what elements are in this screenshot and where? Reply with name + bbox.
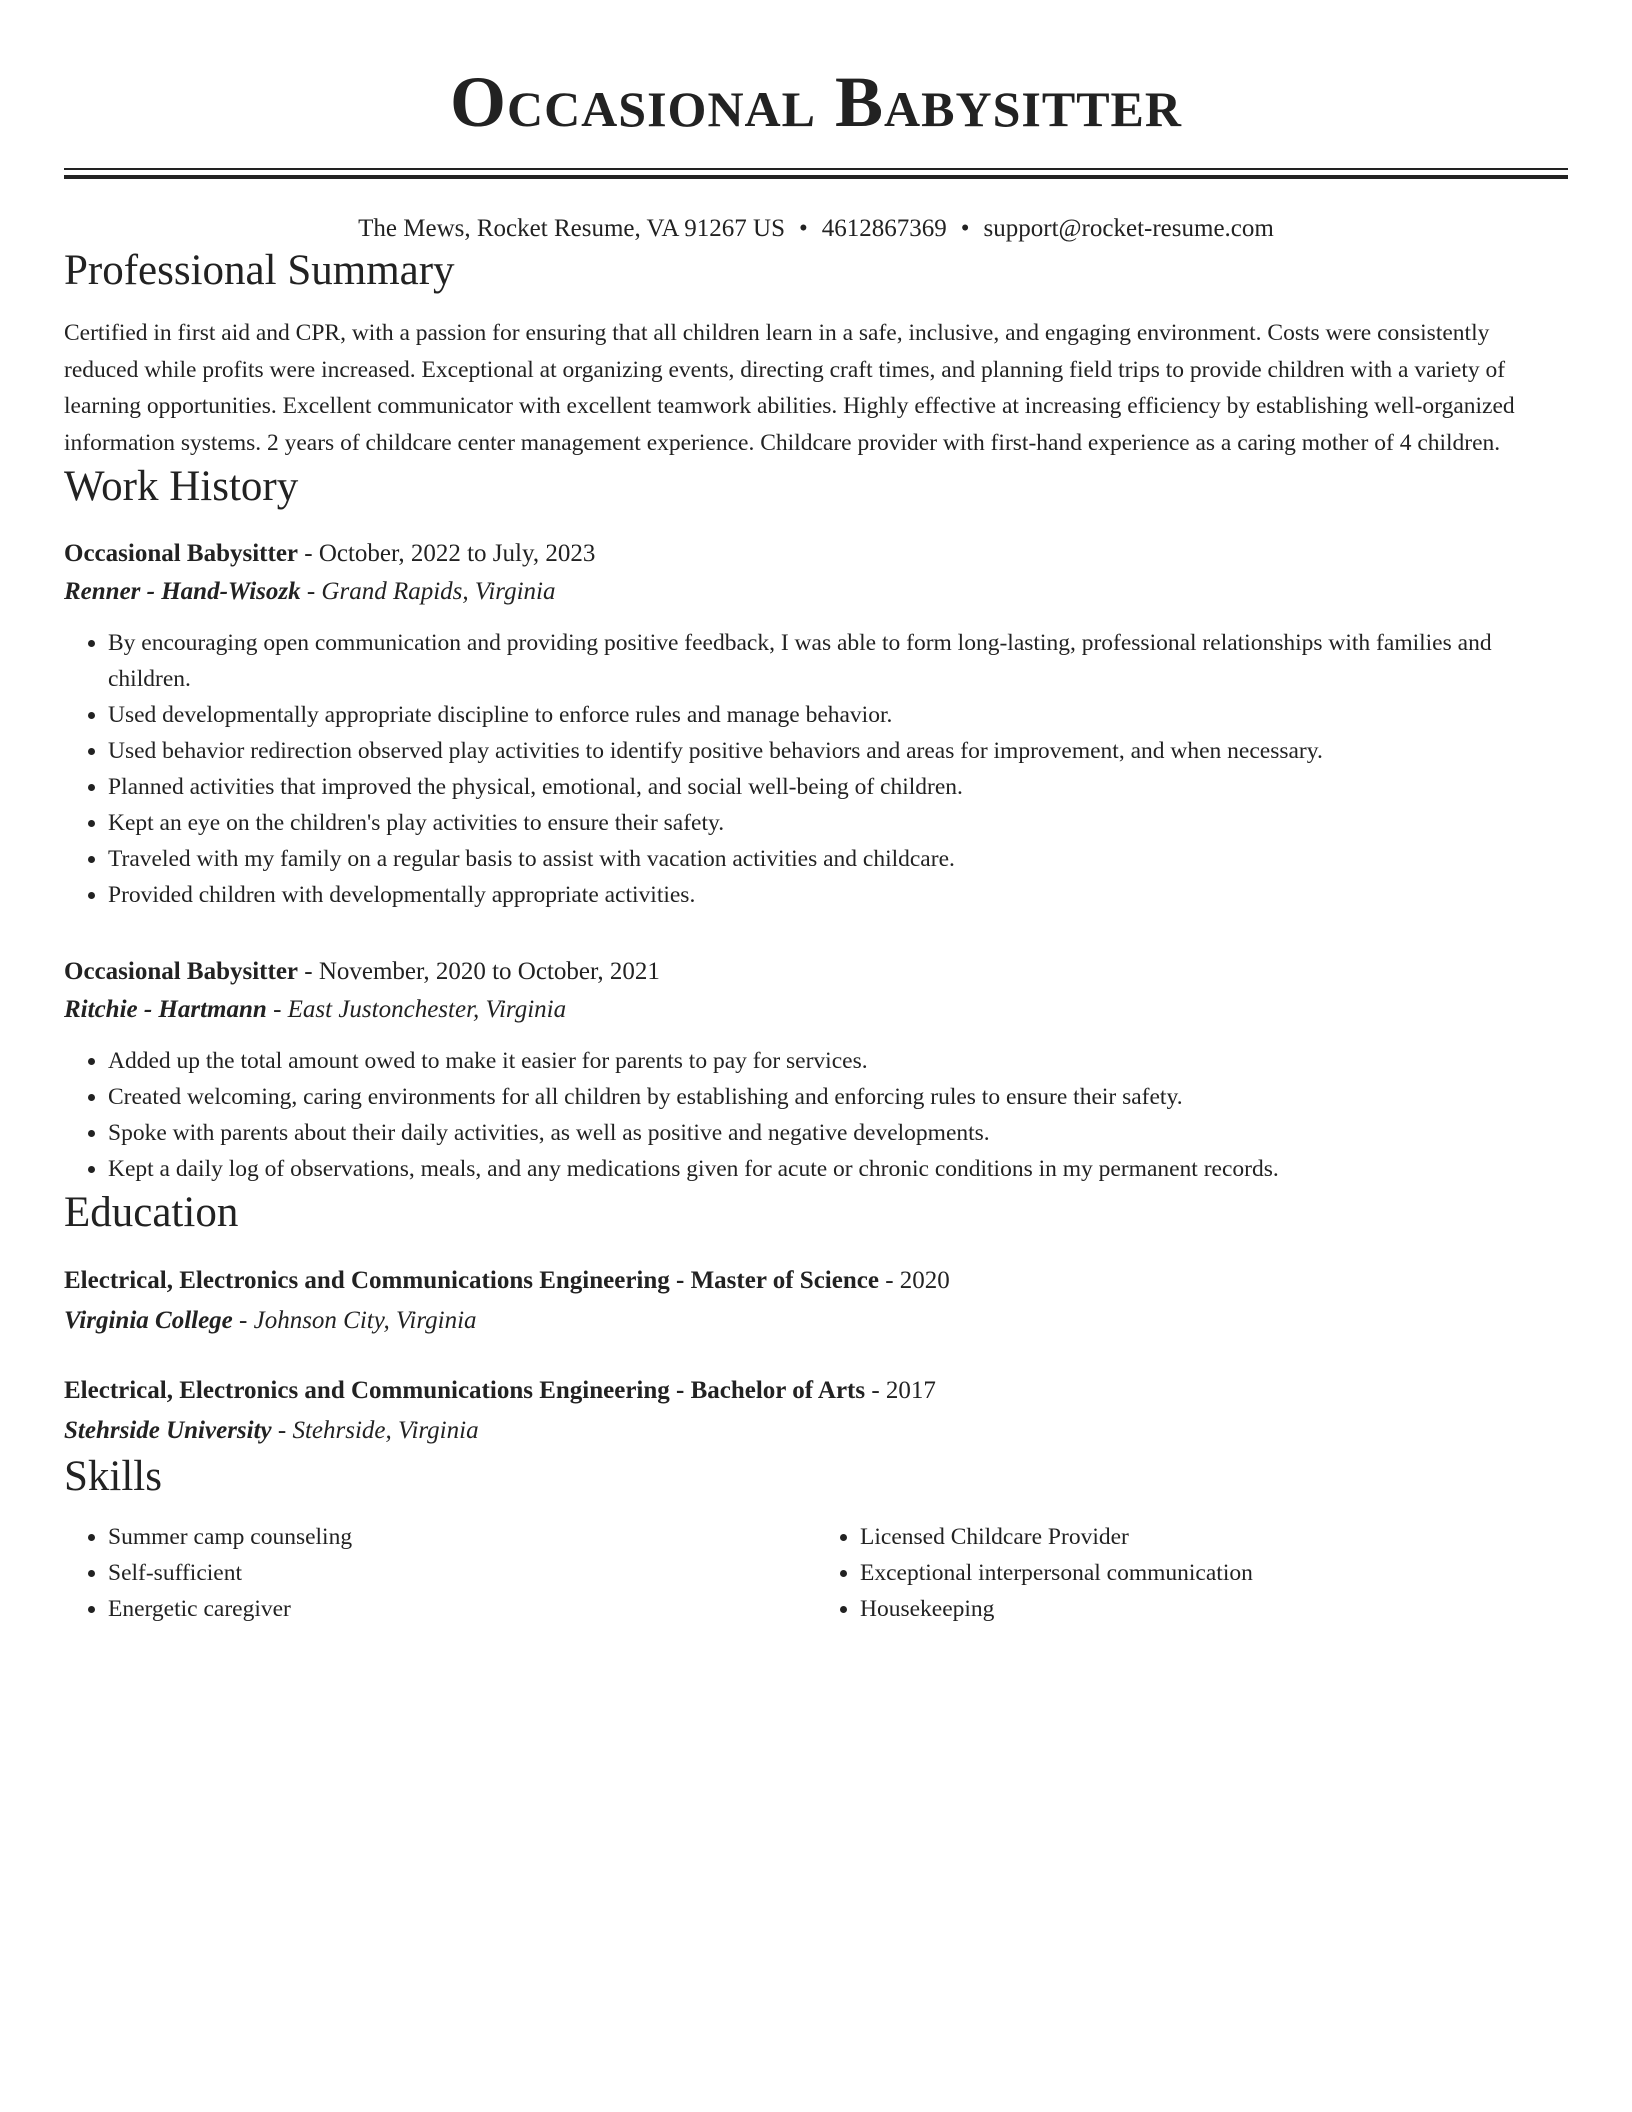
contact-line: [64, 213, 1568, 245]
job-bullet: • Kept a daily log of observations, meals, and any medications given for acute or chronic conditions in my permanent records.: [108, 1151, 1568, 1187]
contact-phone: 4612867369: [821, 215, 947, 242]
job-entry: [64, 535, 1568, 913]
education-degree-line: [64, 1371, 1568, 1411]
contact-separator: •: [799, 215, 808, 242]
contact-separator: •: [960, 215, 970, 242]
skill-item: • Summer camp counseling: [108, 1519, 816, 1555]
education-entry: [64, 1371, 1568, 1451]
job-company: Ritchie - Hartmann: [64, 996, 267, 1023]
job-bullet: • Provided children with developmentally appropriate activities.: [108, 877, 1568, 913]
skill-item: • Exceptional interpersonal communication: [860, 1555, 1568, 1591]
skill-item: • Self-sufficient: [108, 1555, 816, 1591]
job-entry: [64, 953, 1568, 1187]
skills-section: [64, 1451, 1568, 1627]
job-bullet-list: [64, 1043, 1568, 1187]
education-school-line: [64, 1411, 1568, 1451]
skill-item: • Housekeeping: [860, 1591, 1568, 1627]
education-year: - 2017: [865, 1377, 936, 1404]
job-location: - East Justonchester, Virginia: [266, 996, 567, 1023]
job-dates: - November, 2020 to October, 2021: [298, 958, 660, 985]
education-school: Virginia College: [64, 1307, 233, 1334]
job-bullet: • By encouraging open communication and providing positive feedback, I was able to form long-lasting, professional relationships with families and children.: [108, 625, 1568, 697]
job-bullet: • Added up the total amount owed to make it easier for parents to pay for services.: [108, 1043, 1568, 1079]
work-history-heading: Work History: [64, 463, 299, 510]
education-section: [64, 1187, 1568, 1451]
job-bullet: • Spoke with parents about their daily activities, as well as positive and negative developments.: [108, 1115, 1568, 1151]
job-bullet: • Traveled with my family on a regular basis to assist with vacation activities and childcare.: [108, 841, 1568, 877]
education-degree-line: [64, 1261, 1568, 1301]
job-bullet: • Planned activities that improved the physical, emotional, and social well-being of children.: [108, 769, 1568, 805]
contact-email: support@rocket-resume.com: [983, 215, 1274, 242]
summary-heading: Professional Summary: [64, 247, 455, 294]
skills-grid: [64, 1519, 1568, 1627]
job-bullet: • Created welcoming, caring environments for all children by establishing and enforcing rules to ensure their safety.: [108, 1079, 1568, 1115]
summary-section: [64, 245, 1568, 461]
job-title-line: [64, 535, 1568, 573]
education-school: Stehrside University: [64, 1417, 272, 1444]
job-company-line: [64, 573, 1568, 611]
job-company-line: [64, 991, 1568, 1029]
header-divider: [64, 168, 1568, 179]
job-dates: - October, 2022 to July, 2023: [298, 540, 596, 567]
job-company: Renner - Hand-Wisozk: [64, 578, 301, 605]
education-year: - 2020: [878, 1267, 950, 1294]
job-bullet: • Kept an eye on the children's play activities to ensure their safety.: [108, 805, 1568, 841]
education-location: - Stehrside, Virginia: [271, 1417, 479, 1444]
skills-heading: Skills: [64, 1453, 162, 1500]
skills-list-right: [816, 1519, 1568, 1627]
job-position: Occasional Babysitter: [64, 958, 299, 985]
job-position: Occasional Babysitter: [64, 540, 299, 567]
job-bullet: • Used developmentally appropriate discipline to enforce rules and manage behavior.: [108, 697, 1568, 733]
education-location: - Johnson City, Virginia: [232, 1307, 477, 1334]
skill-item: • Licensed Childcare Provider: [860, 1519, 1568, 1555]
summary-text: Certified in first aid and CPR, with a passion for ensuring that all children learn in a safe, inclusive, and engaging environment. Costs were consistently reduced while profits were increased. Exceptional at organizing events, directing craft times, and planning field trips to provide children with a variety of learning opportunities. Excellent communicator with excellent teamwork abilities. Highly effective at increasing efficiency by establishing well-organized information systems. 2 years of childcare center management experience. Childcare provider with first-hand experience as a caring mother of 4 children.: [64, 320, 1515, 456]
job-bullet-list: [64, 625, 1568, 913]
education-school-line: [64, 1301, 1568, 1341]
contact-address: The Mews, Rocket Resume, VA 91267 US: [358, 215, 785, 242]
job-title-line: [64, 953, 1568, 991]
education-heading: Education: [64, 1189, 239, 1236]
education-degree: Electrical, Electronics and Communications Engineering - Bachelor of Arts: [64, 1377, 866, 1404]
skill-item: • Energetic caregiver: [108, 1591, 816, 1627]
job-location: - Grand Rapids, Virginia: [300, 578, 556, 605]
resume-name-title: Occasional Babysitter: [449, 62, 1183, 142]
work-history-section: [64, 461, 1568, 1187]
job-bullet: • Used behavior redirection observed play activities to identify positive behaviors and areas for improvement, and when necessary.: [108, 733, 1568, 769]
education-entry: [64, 1261, 1568, 1341]
education-degree: Electrical, Electronics and Communications Engineering - Master of Science: [64, 1267, 879, 1294]
skills-list-left: [64, 1519, 816, 1627]
